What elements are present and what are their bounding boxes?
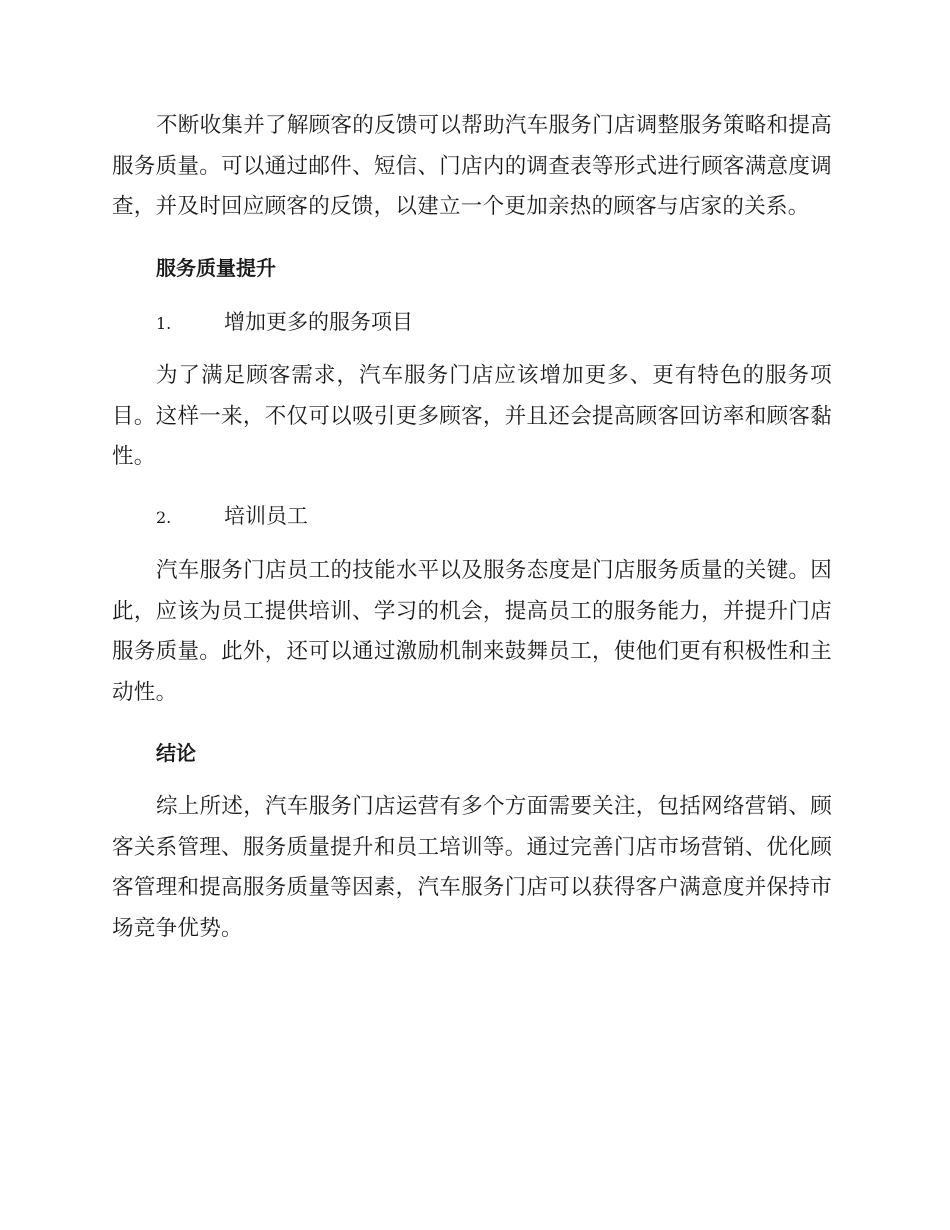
heading-conclusion: 结论	[156, 741, 196, 765]
list-label: 培训员工	[224, 504, 308, 528]
paragraph-customer-feedback: 不断收集并了解顾客的反馈可以帮助汽车服务门店调整服务策略和提高服务质量。可以通过邮件、短信、门店内的调查表等形式进行顾客满意度调查，并及时回应顾客的反馈，以建立一个更加亲热的顾客与店家的关系。	[112, 113, 832, 219]
paragraph-more-services: 为了满足顾客需求，汽车服务门店应该增加更多、更有特色的服务项目。这样一来，不仅可以吸引更多顾客，并且还会提高顾客回访率和顾客黏性。	[112, 363, 832, 469]
heading-service-quality: 服务质量提升	[156, 256, 276, 280]
list-item-2	[156, 500, 308, 534]
list-number: 1.	[156, 314, 172, 333]
list-number: 2.	[156, 508, 172, 527]
list-item-1	[156, 306, 413, 340]
paragraph-conclusion: 综上所述，汽车服务门店运营有多个方面需要关注，包括网络营销、顾客关系管理、服务质量提升和员工培训等。通过完善门店市场营销、优化顾客管理和提高服务质量等因素，汽车服务门店可以获得客户满意度并保持市场竞争优势。	[112, 794, 832, 941]
paragraph-staff-training: 汽车服务门店员工的技能水平以及服务态度是门店服务质量的关键。因此，应该为员工提供培训、学习的机会，提高员工的服务能力，并提升门店服务质量。此外，还可以通过激励机制来鼓舞员工，使他们更有积极性和主动性。	[112, 558, 832, 705]
list-label: 增加更多的服务项目	[224, 310, 413, 334]
